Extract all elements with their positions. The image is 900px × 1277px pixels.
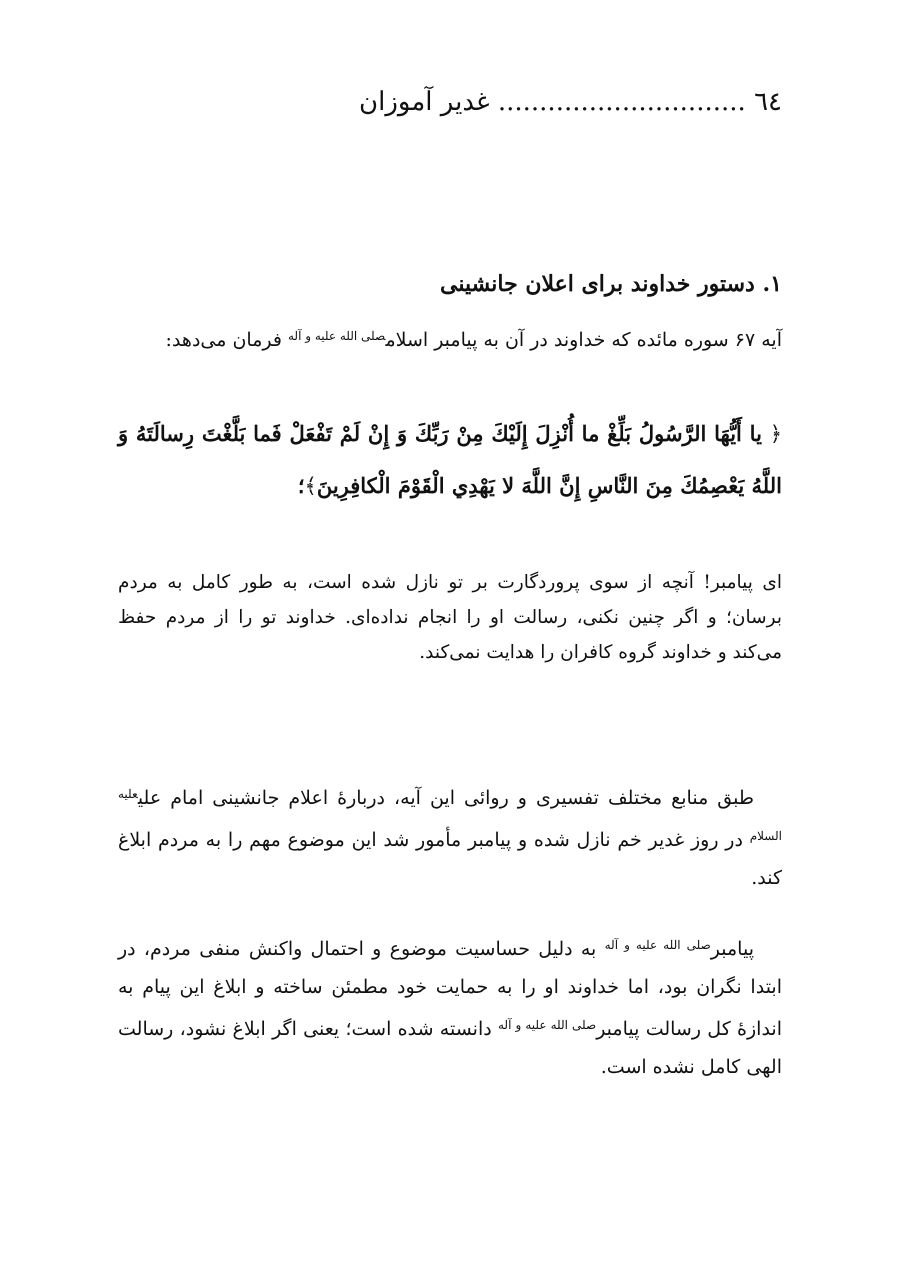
verse-text: یا أَیُّهَا الرَّسُولُ بَلِّغْ ما أُنْزِلَ إِلَیْكَ مِنْ رَبِّكَ وَ إِنْ لَمْ تَفْعَلْ فَما بَلَّغْتَ رِسالَتَهُ وَ اللَّهُ یَعْصِمُكَ مِنَ النَّاسِ إِنَّ اللَّهَ لا یَهْدِي الْقَوْمَ الْكافِرِینَ xyxy=(118,421,782,498)
body-paragraph-2 xyxy=(118,926,782,1086)
quran-verse xyxy=(118,408,782,512)
ali-honorific: علیه السلام xyxy=(118,787,782,843)
verse-translation: ای پیامبر! آنچه از سوی پروردگارت بر تو نازل شده است، به طور کامل به مردم برسان؛ و اگر چنین نکنی، رسالت او را انجام نداده‌ای. خداوند تو را از مردم حفظ می‌کند و خداوند گروه کافران را هدایت نمی‌کند. xyxy=(118,572,782,663)
page-number: ٦٤ xyxy=(754,87,782,117)
verse-close-bracket: ﴾ xyxy=(304,474,317,498)
book-title: غدیر آموزان xyxy=(359,87,490,117)
verse-end-mark: ؛ xyxy=(297,473,305,498)
prophet-honorific-2: صلی الله علیه و آله xyxy=(604,938,711,952)
p2-text-c: دانسته شده است؛ یعنی اگر ابلاغ نشود، رسالت الهی کامل نشده است. xyxy=(118,1018,782,1078)
prophet-honorific-3: صلی الله علیه و آله xyxy=(497,1018,597,1032)
header-dot-leader: .............................. xyxy=(497,87,746,117)
p2-text-b: به دلیل حساسیت موضوع و احتمال واکنش منفی مردم، در ابتدا نگران بود، اما خداوند او را به حمایت خود مطمئن ساخته و ابلاغ این پیام به اندازهٔ کل رسالت پیامبر xyxy=(118,938,782,1040)
section-title: ١. دستور خداوند برای اعلان جانشینی xyxy=(440,271,782,297)
running-header xyxy=(122,82,782,122)
p1-text-b: در روز غدیر خم نازل شده و پیامبر مأمور شد این موضوع مهم را به مردم ابلاغ کند. xyxy=(118,829,782,889)
verse-open-bracket: ﴿ xyxy=(769,422,782,446)
p2-text-a: پیامبر xyxy=(710,938,754,960)
intro-text: آیه ۶۷ سوره مائده که خداوند در آن به پیامبر اسلام xyxy=(385,329,782,351)
prophet-honorific: صلی الله علیه و آله xyxy=(287,329,386,343)
section-intro xyxy=(118,318,782,358)
body-paragraph-1 xyxy=(118,775,782,897)
intro-end: فرمان می‌دهد: xyxy=(165,329,288,351)
p1-text-a: طبق منابع مختلف تفسیری و روائی این آیه، دربارهٔ اعلام جانشینی امام علی xyxy=(137,787,754,809)
